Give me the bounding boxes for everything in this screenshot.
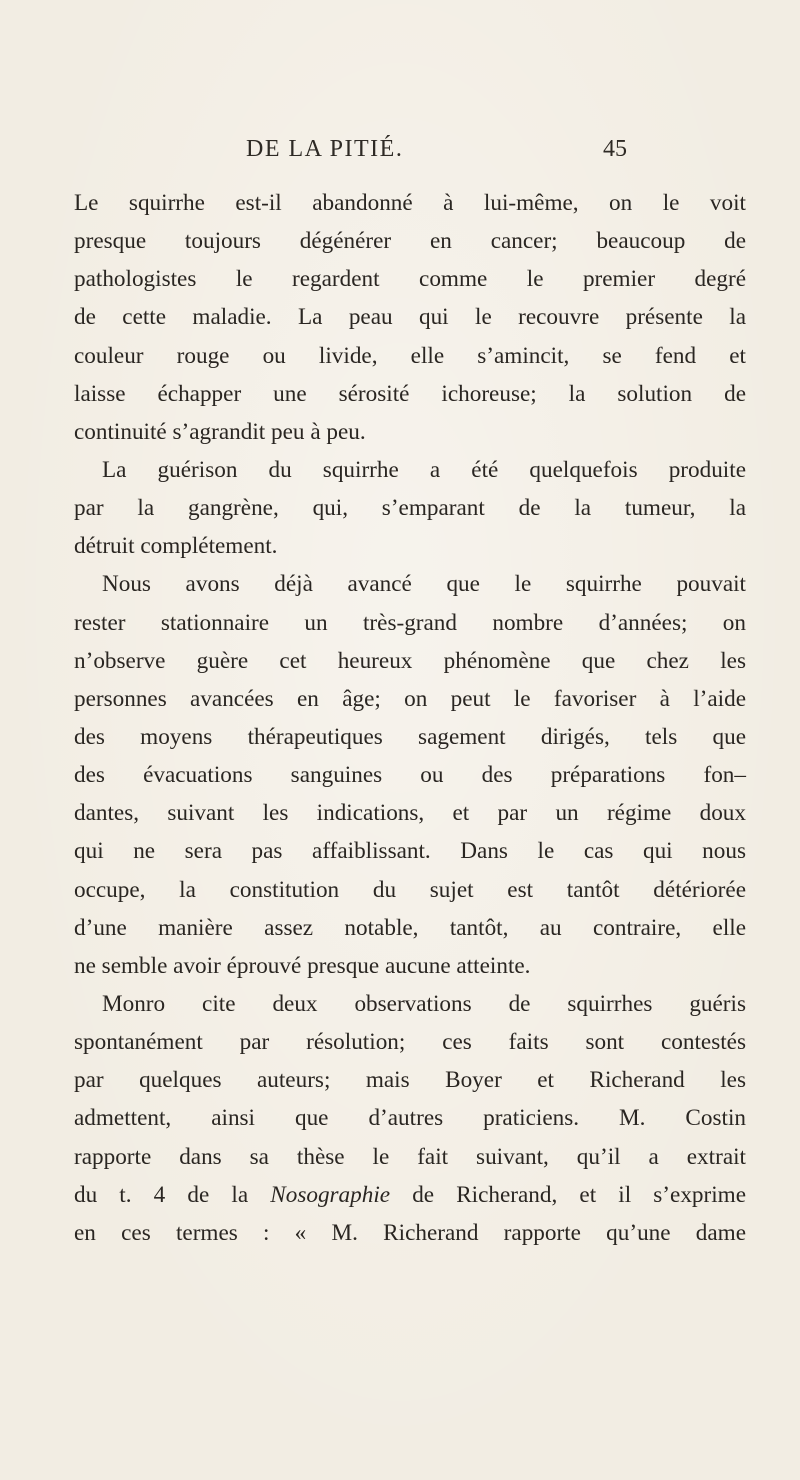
text-line: laisse échapper une sérosité ichoreuse; la solution de: [74, 380, 746, 407]
text-line: admettent, ainsi que d’autres praticiens. M. Costin: [74, 1105, 746, 1132]
text-segment: du t. 4 de la: [74, 1181, 271, 1208]
text-line: continuité s’agrandit peu à peu.: [74, 418, 366, 445]
text-line: [74, 1176, 746, 1214]
text-line: détruit complétement.: [74, 533, 278, 560]
page-header: [0, 136, 800, 172]
book-title-italic: Nosographie: [270, 1181, 391, 1208]
text-line: par la gangrène, qui, s’emparant de la tumeur, la: [74, 495, 746, 522]
text-line: pathologistes le regardent comme le premier degré: [74, 266, 746, 293]
text-line: La guérison du squirrhe a été quelquefois produite: [102, 456, 746, 483]
text-line: par quelques auteurs; mais Boyer et Richerand les: [74, 1067, 746, 1094]
text-line: rapporte dans sa thèse le fait suivant, qu’il a extrait: [74, 1143, 746, 1170]
running-title: DE LA PITIÉ.: [246, 136, 404, 162]
text-line: couleur rouge ou livide, elle s’amincit, se fend et: [74, 342, 746, 369]
body-text: [74, 184, 746, 1252]
text-line: en ces termes : « M. Richerand rapporte qu’une dame: [74, 1219, 746, 1246]
text-segment: de Richerand, et il s’exprime: [390, 1181, 746, 1208]
text-line: Nous avons déjà avancé que le squirrhe pouvait: [102, 571, 746, 598]
text-line: des moyens thérapeutiques sagement dirigés, tels que: [74, 723, 746, 750]
text-line: rester stationnaire un très-grand nombre d’années; on: [74, 609, 746, 636]
page-number: 45: [603, 136, 627, 162]
text-line: Monro cite deux observations de squirrhes guéris: [102, 990, 746, 1017]
text-line: qui ne sera pas affaiblissant. Dans le cas qui nous: [74, 838, 746, 865]
text-line: presque toujours dégénérer en cancer; beaucoup de: [74, 228, 746, 255]
text-line: spontanément par résolution; ces faits sont contestés: [74, 1029, 746, 1056]
text-line: des évacuations sanguines ou des préparations fon–: [74, 762, 746, 789]
text-line: Le squirrhe est-il abandonné à lui-même, on le voit: [74, 190, 746, 216]
text-line: ne semble avoir éprouvé presque aucune atteinte.: [74, 952, 531, 979]
text-line: dantes, suivant les indications, et par un régime doux: [74, 800, 746, 827]
text-line: occupe, la constitution du sujet est tantôt détériorée: [74, 876, 746, 903]
text-line: personnes avancées en âge; on peut le favoriser à l’aide: [74, 685, 746, 712]
text-line: d’une manière assez notable, tantôt, au contraire, elle: [74, 914, 746, 941]
text-line: de cette maladie. La peau qui le recouvre présente la: [74, 304, 746, 331]
text-line: n’observe guère cet heureux phénomène que chez les: [74, 647, 746, 674]
